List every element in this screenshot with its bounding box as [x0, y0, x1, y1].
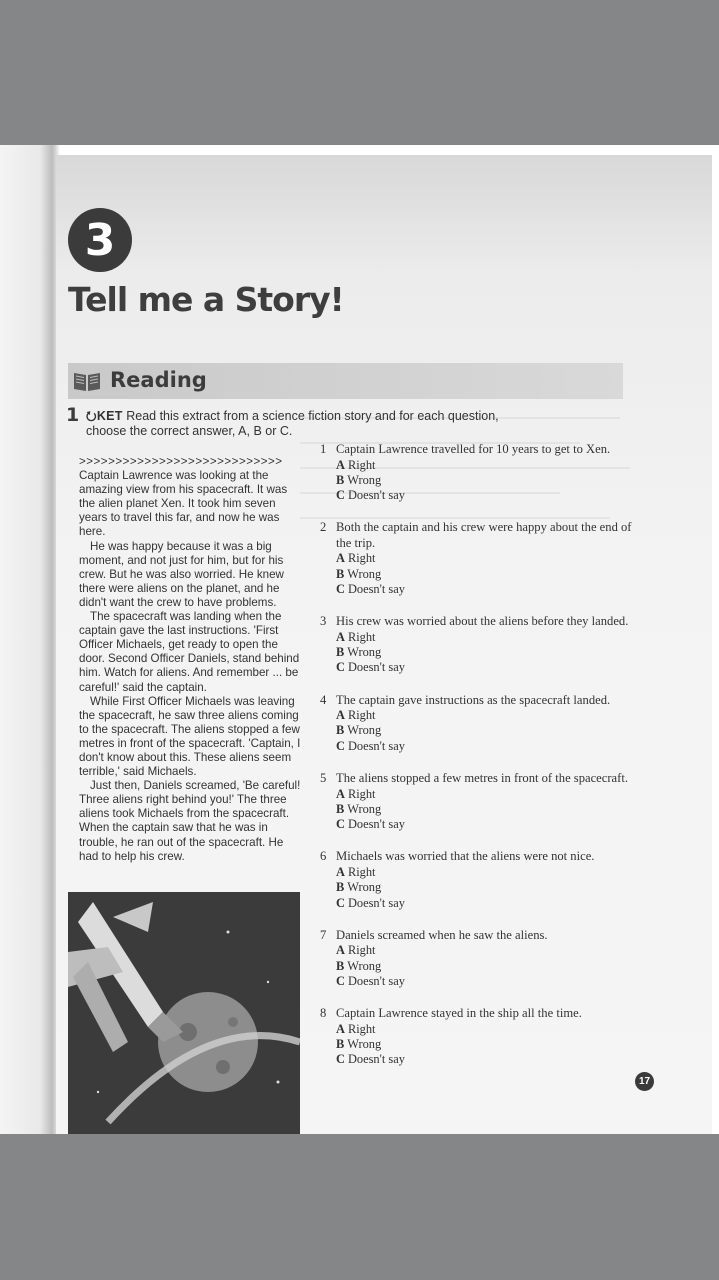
option-b[interactable]: B Wrong [336, 645, 382, 660]
question-item [320, 771, 640, 832]
question-number: 7 [320, 927, 327, 942]
question-text: Captain Lawrence travelled for 10 years to get to Xen. [336, 442, 611, 456]
question-number: 8 [320, 1006, 327, 1021]
option-c[interactable]: C Doesn't say [336, 817, 405, 832]
question-number: 3 [320, 614, 327, 629]
question-number: 5 [320, 771, 327, 786]
option-a[interactable]: A Right [336, 457, 376, 472]
option-c[interactable]: C Doesn't say [336, 488, 405, 503]
question-text: The aliens stopped a few metres in front of the spacecraft. [336, 771, 628, 786]
story-chevrons: >>>>>>>>>>>>>>>>>>>>>>>>>>>> [79, 455, 283, 468]
option-b[interactable]: B Wrong [336, 723, 382, 738]
question-text: Michaels was worried that the aliens were not nice. [336, 849, 595, 864]
top-border [0, 0, 719, 145]
exercise-instruction [86, 409, 606, 439]
story-paragraph-2: He was happy because it was a big moment, and not just for him, but for his crew. But he was also worried. He knew there were aliens on the planet, and he didn't want the crew to have problems. [79, 539, 284, 609]
instruction-line-2: choose the correct answer, A, B or C. [86, 424, 293, 438]
option-a[interactable]: A Right [336, 551, 376, 566]
option-b[interactable]: B Wrong [336, 472, 382, 487]
story-paragraph-4: While First Officer Michaels was leaving the spacecraft, he saw three aliens coming to the spacecraft. The aliens stopped a few metres in front of the spacecraft. 'Captain, I don't know about this. These aliens seem terrible,' said Michaels. [79, 694, 301, 779]
question-item [320, 849, 640, 910]
option-c[interactable]: C Doesn't say [336, 895, 405, 910]
question-number: 4 [320, 692, 327, 707]
exam-badge-icon: ⭮ [86, 409, 97, 423]
option-b[interactable]: B Wrong [336, 1037, 382, 1052]
question-number: 6 [320, 849, 327, 864]
spacecraft-illustration [68, 892, 300, 1134]
story-paragraph-1: Captain Lawrence was looking at the amazing view from his spacecraft. It was the alien planet Xen. It took him seven years to travel this far, and now he was here. [79, 469, 288, 539]
question-item [320, 928, 640, 989]
unit-title: Tell me a Story! [68, 280, 344, 319]
question-text: Daniels screamed when he saw the aliens. [336, 927, 548, 942]
question-number: 1 [320, 442, 327, 456]
option-c[interactable]: C Doesn't say [336, 1052, 405, 1067]
question-item [320, 614, 640, 675]
option-c[interactable]: C Doesn't say [336, 738, 405, 753]
instruction-line-1: Read this extract from a science fiction story and for each question, [126, 409, 499, 423]
option-b[interactable]: B Wrong [336, 880, 382, 895]
option-c[interactable]: C Doesn't say [336, 660, 405, 675]
story-paragraph-3: The spacecraft was landing when the captain gave the last instructions. 'First Officer Michaels, get ready to open the door. Second Officer Daniels, stand behind him. Watch for aliens. And remember ... be careful!' said the captain. [79, 610, 300, 694]
question-item [320, 693, 640, 754]
option-a[interactable]: A Right [336, 1021, 376, 1036]
question-item [320, 1006, 640, 1067]
bottom-border [0, 1134, 719, 1280]
option-b[interactable]: B Wrong [336, 801, 382, 816]
page-number: 17 [635, 1072, 654, 1091]
question-number: 2 [320, 520, 327, 535]
option-b[interactable]: B Wrong [336, 566, 382, 581]
question-text: His crew was worried about the aliens before they landed. [336, 614, 629, 629]
option-a[interactable]: A Right [336, 708, 376, 723]
unit-number-badge: 3 [68, 208, 132, 272]
exam-badge: KET [96, 409, 123, 423]
question-text: Both the captain and his crew were happy about the end of the trip. [336, 520, 632, 550]
option-a[interactable]: A Right [336, 864, 376, 879]
option-a[interactable]: A Right [336, 943, 376, 958]
option-c[interactable]: C Doesn't say [336, 973, 405, 988]
book-spine-shadow [0, 145, 60, 1134]
question-item [320, 442, 640, 503]
option-a[interactable]: A Right [336, 786, 376, 801]
question-item [320, 520, 640, 597]
option-b[interactable]: B Wrong [336, 958, 382, 973]
story-text [79, 455, 301, 864]
open-book-icon [72, 370, 102, 392]
story-paragraph-5: Just then, Daniels screamed, 'Be careful! Three aliens right behind you!' The three aliens took Michaels from the spacecraft. When the captain saw that he was in trouble, he ran out of the spacecraft. He had to help his crew. [79, 779, 301, 863]
section-title: Reading [110, 368, 207, 392]
option-c[interactable]: C Doesn't say [336, 581, 405, 596]
option-a[interactable]: A Right [336, 629, 376, 644]
question-list [320, 442, 640, 1085]
question-text: Captain Lawrence stayed in the ship all the time. [336, 1006, 582, 1021]
question-text: The captain gave instructions as the spacecraft landed. [336, 692, 611, 707]
exercise-number: 1 [66, 404, 80, 426]
